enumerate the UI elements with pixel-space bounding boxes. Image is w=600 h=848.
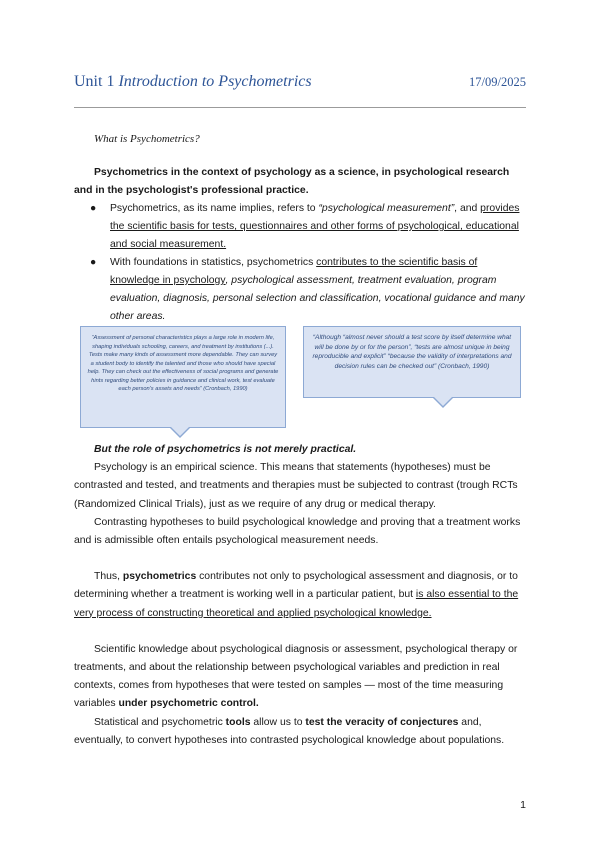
callout-tail [432, 397, 454, 408]
page-number: 1 [520, 799, 526, 811]
list-item [74, 254, 526, 326]
text-run-bold: psychometrics [122, 571, 197, 583]
bullet-underlined: provides the scientific basis for tests, questionnaires and other forms of psychological, educational and social measurement. [110, 203, 520, 250]
callout-cronbach-tests [303, 326, 521, 398]
callout-tail [169, 427, 191, 438]
text-run-underlined: is also essential to the very process of constructing theoretical and applied psychological knowledge. [74, 589, 519, 619]
paragraph [74, 714, 526, 750]
intro-section [74, 130, 526, 326]
unit-title [74, 73, 312, 91]
text-run: contributes not only to psychological assessment and diagnosis, or to determining whether a treatment is working well in a particular patient, but [74, 571, 518, 601]
paragraph [74, 641, 526, 714]
list-item [74, 200, 526, 254]
text-run: allow us to [250, 716, 306, 728]
unit-label: Unit 1 [74, 73, 115, 90]
bullet-text: , and [454, 203, 481, 214]
section-heading: But the role of psychometrics is not merely practical. [94, 444, 357, 455]
lead-paragraph: Psychometrics in the context of psychology as a science, in psychological research and in the psychologist's professional practice. [74, 167, 510, 196]
bullet-icon: ● [90, 257, 97, 268]
page-header [74, 73, 526, 97]
header-divider [74, 107, 526, 108]
bullet-text: Psychometrics, as its name implies, refers to [110, 203, 319, 214]
text-run-bold: under psychometric control. [118, 698, 259, 710]
main-section [74, 441, 526, 750]
paragraph [74, 568, 526, 623]
bullet-italic: , psychological assessment, treatment evaluation, program evaluation, diagnosis, personal selection and classification, vocational guidance and many other areas. [110, 275, 525, 322]
paragraph: Psychology is an empirical science. This means that statements (hypotheses) must be contrasted and tested, and treatments and therapies must be subjected to contrast (trough RCTs (Randomized Clinical Trials), just as we require of any drug or medical therapy. [74, 462, 518, 510]
bullet-underlined: contributes to the scientific basis of knowledge in psychology [110, 257, 478, 286]
section-question: What is Psychometrics? [94, 133, 200, 145]
header-date: 17/09/2025 [469, 75, 526, 89]
text-run: Scientific knowledge about psychological diagnosis or assessment, psychological therapy or treatments, and about the relationship between psychological variables and prediction in real contexts, comes from hypotheses that were tested on samples — most of the time measuring variables [74, 643, 518, 710]
bullet-quote: “psychological measurement” [318, 203, 455, 214]
bullet-list [74, 200, 526, 326]
text-run: Statistical and psychometric [94, 716, 226, 728]
bullet-icon: ● [90, 203, 97, 214]
callout-text: “Assessment of personal characteristics plays a large role in modern life, shaping individuals schooling, careers, and treatment by institutions (...). Tests make many kinds of assessment more dependable. They can survey a student body to identify the talented and those who should have special help. They can check out the effectiveness of social programs and generate hints regarding better policies in guidance and clinical work, test evaluate each person's assets and needs” (Cronbach, 1990) [87, 335, 279, 392]
text-run: Thus, [94, 571, 123, 583]
text-run: and, eventually, to convert hypotheses into contrasted psychological knowledge about populations. [74, 716, 505, 746]
paragraph: Contrasting hypotheses to build psychological knowledge and proving that a treatment works and is admissible often entails psychological measurement needs. [74, 516, 521, 547]
text-run-bold: test the veracity of conjectures [305, 716, 459, 728]
bullet-text: With foundations in statistics, psychometrics [110, 257, 317, 268]
callout-cronbach-assessment [80, 326, 286, 428]
unit-subtitle: Introduction to Psychometrics [118, 73, 312, 90]
text-run-bold: tools [225, 716, 251, 728]
callout-text: “Although “almost never should a test score by itself determine what will be done by or for the person”, “tests are almost unique in being reproducible and explicit” “because the validity of interpretations and decision rules can be checked out” (Cronbach, 1990) [312, 334, 512, 370]
